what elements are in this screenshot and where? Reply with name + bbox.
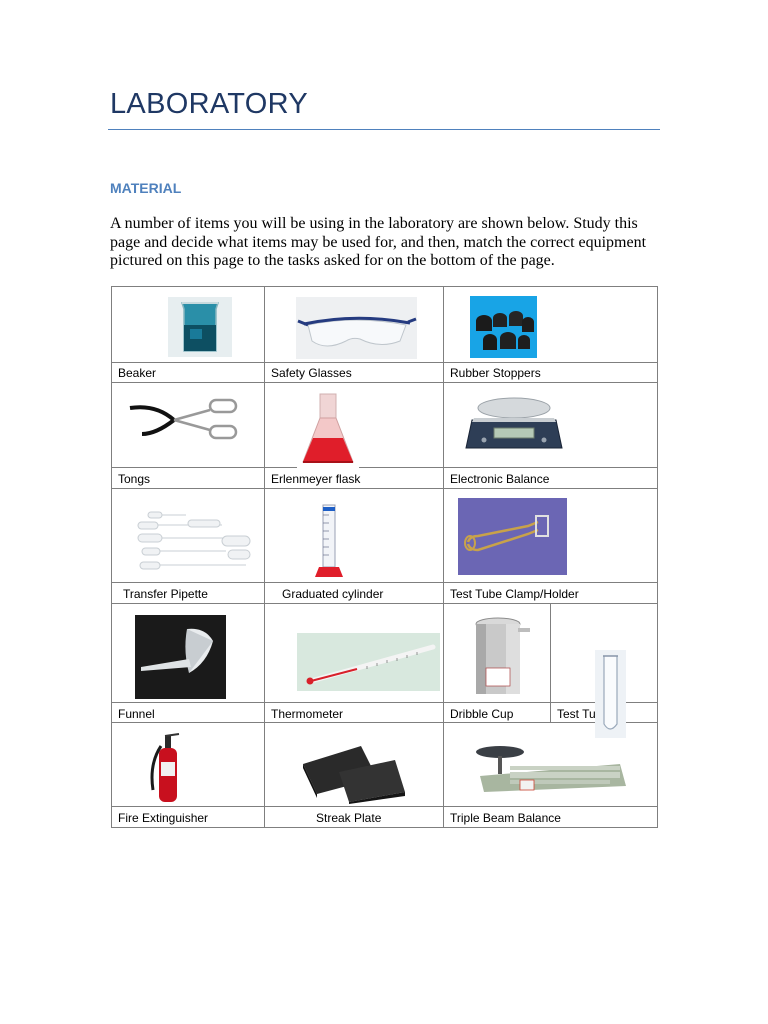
streak-plate-image [297,738,409,804]
graduated-cylinder-image [309,497,349,579]
label-test-tube: Test Tu [557,707,596,721]
row-divider [111,488,658,489]
intro-paragraph: A number of items you will be using in the laboratory are shown below. Study this page and decide what items may be used for, and then, match the correct equipment pictured on this page to the tasks asked for on the bottom of the page. [110,215,647,269]
label-electronic-balance: Electronic Balance [450,472,550,486]
tongs-image [126,394,242,442]
column-divider [443,286,444,828]
label-streak-plate: Streak Plate [316,811,382,825]
row-divider [111,582,658,583]
title-rule [108,129,660,130]
beaker-image [168,297,232,357]
row-divider [111,382,658,383]
row-divider [111,806,658,807]
funnel-image [135,615,226,699]
label-beaker: Beaker [118,366,157,380]
label-safety-glasses: Safety Glasses [271,366,352,380]
triple-beam-balance-image [470,738,632,804]
dribble-cup-image [470,614,532,698]
label-funnel: Funnel [118,707,155,721]
electronic-balance-image [464,392,564,458]
page-title: LABORATORY [110,88,309,120]
column-divider [264,286,265,828]
safety-glasses-image [296,297,417,359]
label-transfer-pipette: Transfer Pipette [123,587,208,601]
label-test-tube-clamp: Test Tube Clamp/Holder [450,587,579,601]
table-border-bottom [111,827,658,828]
label-tongs: Tongs [118,472,151,486]
column-divider [550,603,551,723]
label-rubber-stoppers: Rubber Stoppers [450,366,541,380]
label-triple-beam-balance: Triple Beam Balance [450,811,561,825]
rubber-stoppers-image [470,296,537,358]
label-dribble-cup: Dribble Cup [450,707,514,721]
row-divider [111,702,658,703]
row-divider [111,603,658,604]
section-heading: MATERIAL [110,180,182,196]
label-thermometer: Thermometer [271,707,344,721]
label-erlenmeyer-flask: Erlenmeyer flask [271,472,361,486]
row-divider [111,362,658,363]
test-tube-clamp-image [458,498,567,575]
test-tube-image [595,650,626,738]
label-fire-extinguisher: Fire Extinguisher [118,811,209,825]
transfer-pipette-image [134,506,254,572]
erlenmeyer-flask-image [297,392,359,468]
thermometer-image [297,633,440,691]
label-graduated-cylinder: Graduated cylinder [282,587,384,601]
row-divider [111,722,658,723]
row-divider [111,467,658,468]
fire-extinguisher-image [147,728,187,804]
table-border-top [111,286,658,287]
table-border-left [111,286,112,828]
table-border-right [657,286,658,828]
